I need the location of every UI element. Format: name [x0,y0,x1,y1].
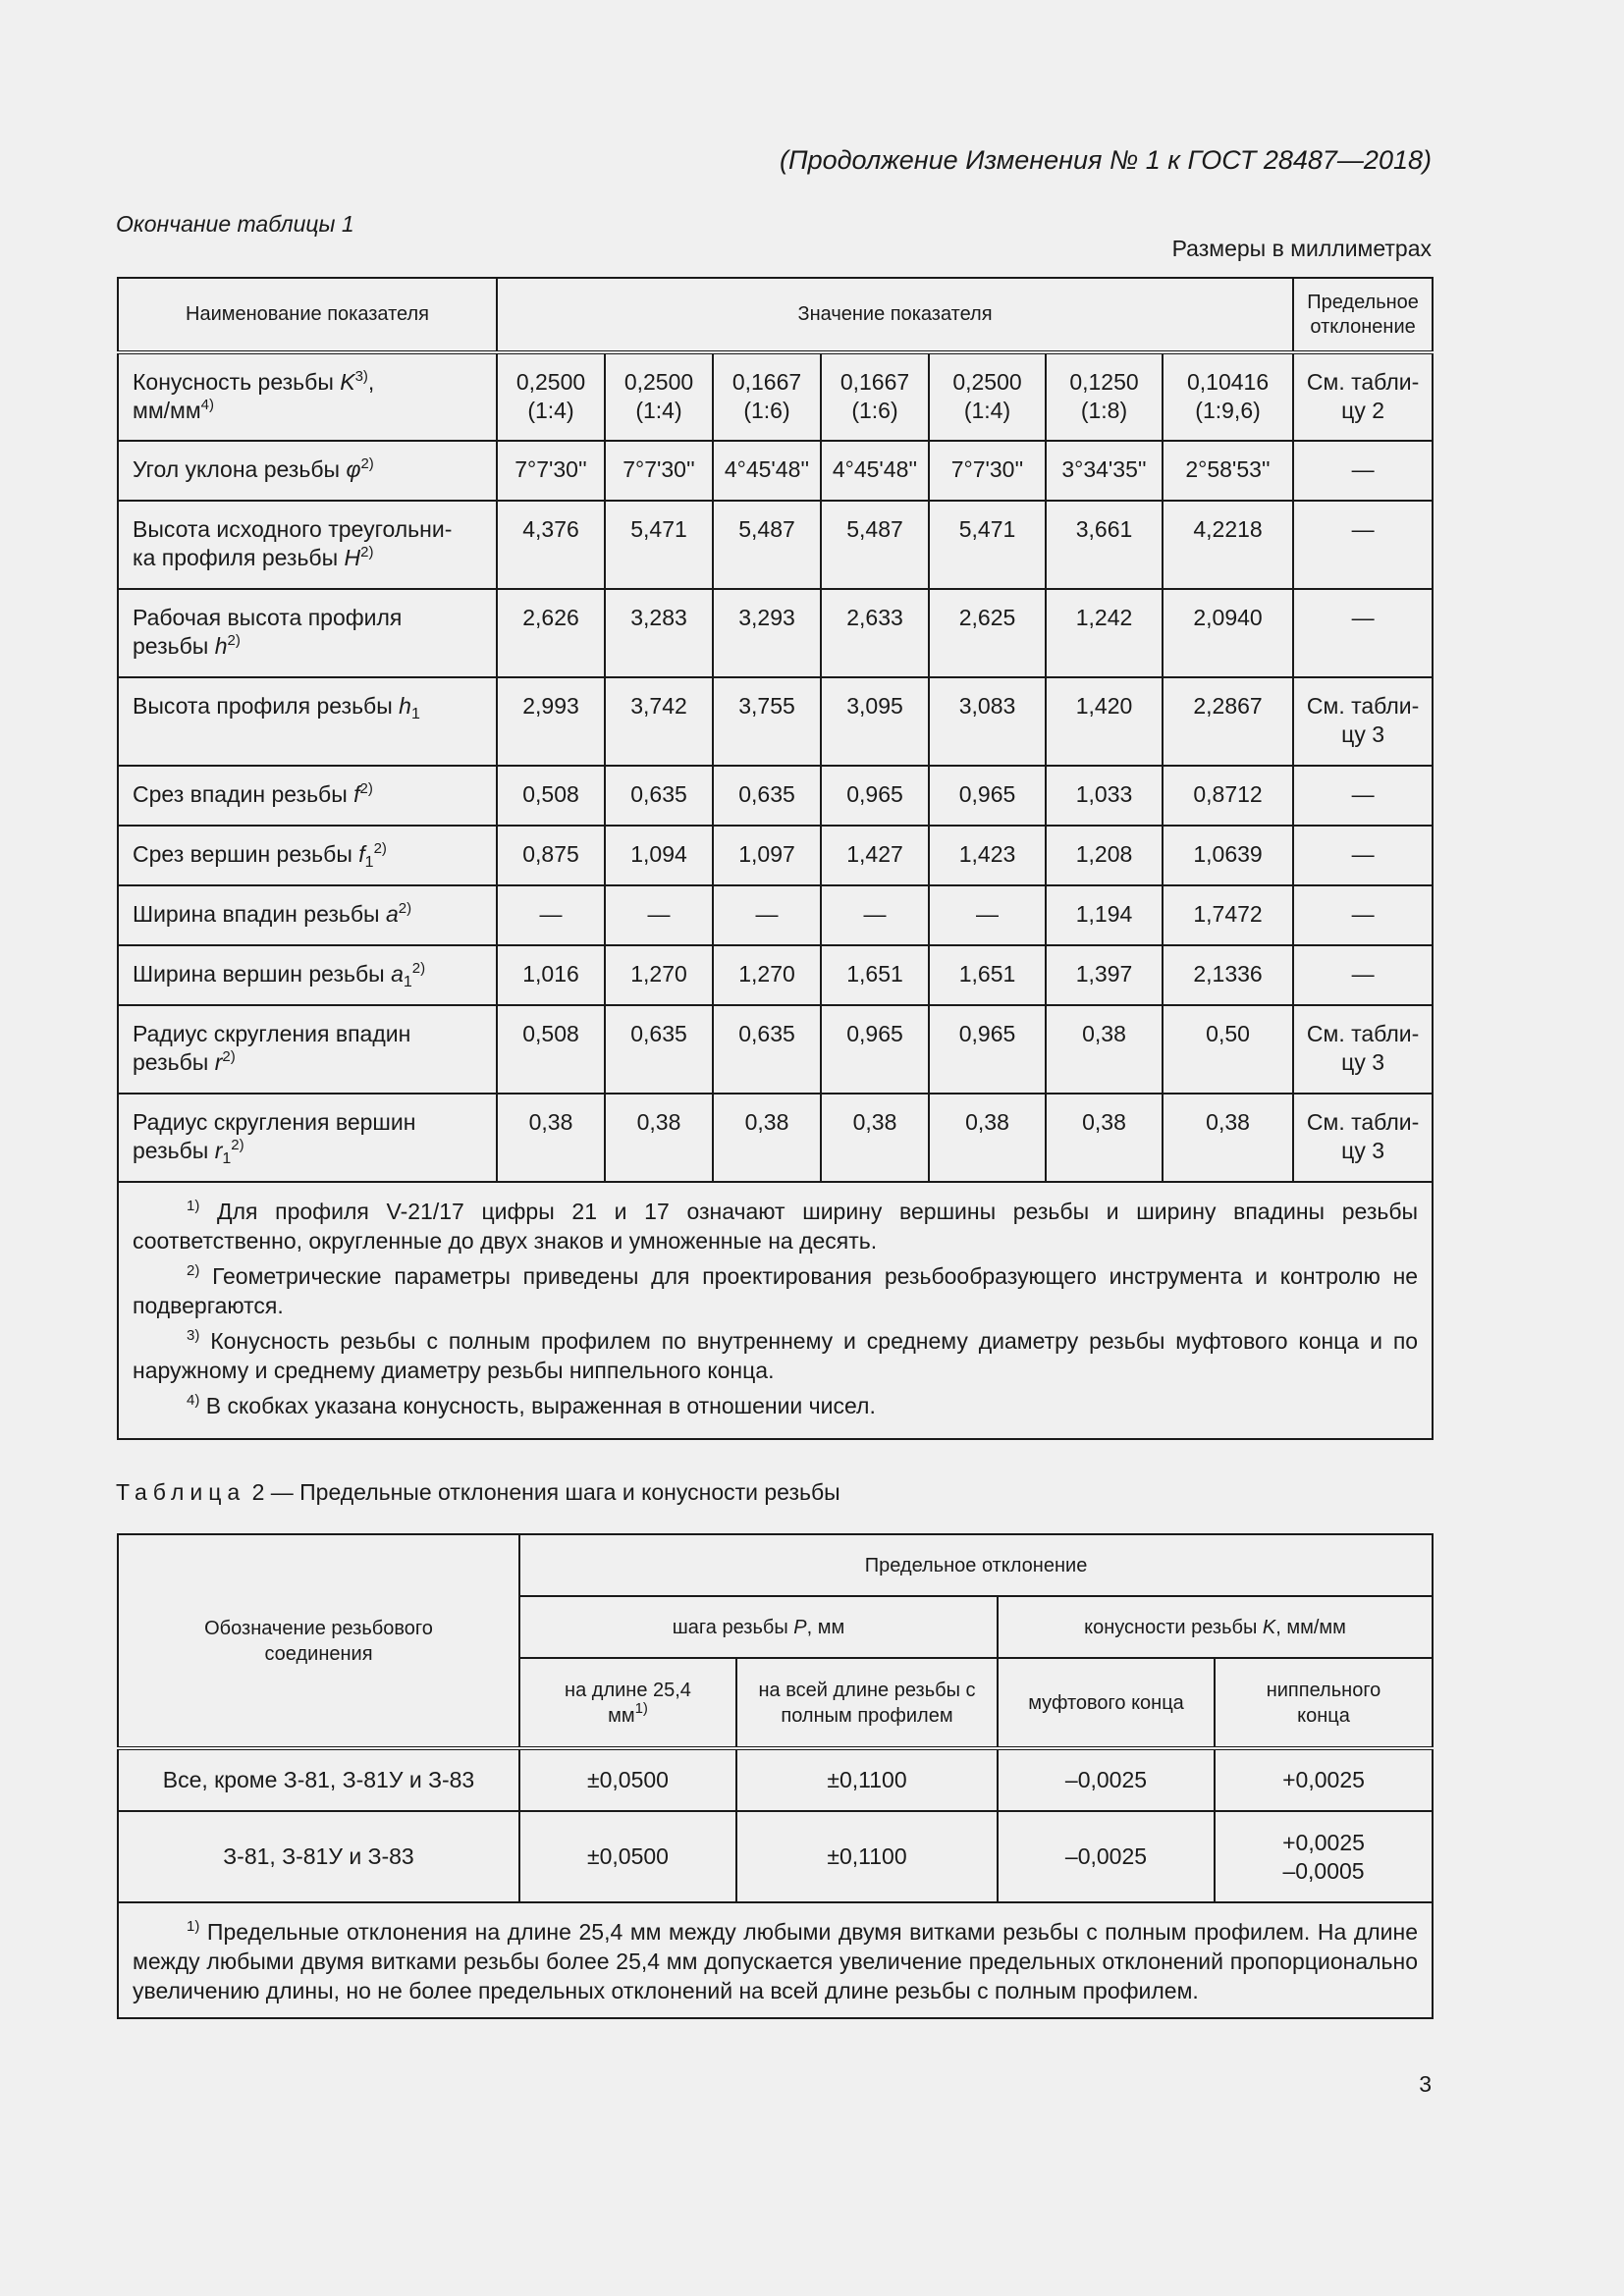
param-name-text: Радиус скругления впадин [133,1021,411,1046]
param-name-line2: резьбы [133,633,215,659]
header-pitch-text: шага резьбы [672,1616,794,1638]
param-name-text: Рабочая высота профиля [133,605,403,630]
value-cell: — [929,885,1046,945]
value-cell: 0,38 [821,1094,929,1182]
value-cell: — [713,885,821,945]
param-name-line2: резьбы [133,1138,215,1163]
value-cell: 1,270 [713,945,821,1005]
value-cell [821,352,929,441]
value-cell: 1,651 [821,945,929,1005]
tolerance-cell: — [1293,945,1433,1005]
value-cell: 2,625 [929,589,1046,677]
value-cell: 3,095 [821,677,929,766]
value-cell: 3,083 [929,677,1046,766]
header-taper [998,1596,1433,1658]
value-cell: 0,50 [1163,1005,1293,1094]
header-coupling-end: муфтового конца [998,1658,1215,1748]
tolerance-cell: См. табли- цу 3 [1293,677,1433,766]
value-ratio: (1:6) [743,398,790,423]
param-variable: K [340,369,355,395]
footnote-mark: 2) [373,840,387,857]
value-cell: 4°45'48'' [713,441,821,501]
param-variable: a [391,961,404,987]
value-cell: 1,242 [1046,589,1163,677]
footnote [133,1326,1418,1385]
running-header: (Продолжение Изменения № 1 к ГОСТ 28487—2018) [780,145,1432,175]
value-cell: 1,094 [605,826,713,885]
value-ratio: (1:9,6) [1195,398,1261,423]
value-cell: 5,471 [929,501,1046,589]
value-cell: 7°7'30'' [605,441,713,501]
param-variable: r [214,1138,223,1163]
footnote-mark: 2) [359,780,373,797]
tolerance-cell: — [1293,501,1433,589]
table-row [118,826,1433,885]
t2-row2-designation: З-81, З-81У и З-83 [118,1811,519,1902]
param-variable: H [344,545,361,570]
param-subscript: 1 [222,1150,232,1167]
value-cell: 3,742 [605,677,713,766]
value-cell: 1,270 [605,945,713,1005]
tolerance-cell: — [1293,766,1433,826]
value-cell: 0,635 [713,766,821,826]
footnote-mark: 2) [222,1048,236,1065]
value-cell: 3,283 [605,589,713,677]
header-taper-var: K [1262,1616,1276,1638]
value-cell: 0,508 [497,766,605,826]
header-designation: Обозначение резьбового соединения [118,1534,519,1748]
value-cell: 5,487 [713,501,821,589]
table2-note [118,1902,1433,2018]
param-name-text: Конусность резьбы [133,369,341,395]
value-cell: 1,651 [929,945,1046,1005]
value-ratio: (1:4) [527,398,574,423]
param-name-line2: ка профиля резьбы [133,545,345,570]
value-ratio: (1:4) [635,398,682,423]
value-cell: 0,875 [497,826,605,885]
t2-row1-coupling: –0,0025 [998,1748,1215,1811]
param-name-text: Радиус скругления вершин [133,1109,416,1135]
value-cell: 3,293 [713,589,821,677]
param-subscript: 1 [410,706,420,722]
header-len-25-sup: 1) [634,1699,648,1717]
table2-caption-text: 2 — Предельные отклонения шага и конусности резьбы [251,1479,840,1505]
value-cell: 1,423 [929,826,1046,885]
param-name-text: Ширина впадин резьбы [133,901,386,927]
footnote-mark: 2) [187,1262,200,1279]
param-name [118,1005,497,1094]
table-row [118,885,1433,945]
value-cell: 1,427 [821,826,929,885]
value-cell: 2°58'53'' [1163,441,1293,501]
table-row [118,589,1433,677]
table1-caption: Окончание таблицы 1 [116,211,354,237]
header-len-25-text: на длине 25,4 мм [565,1679,691,1727]
table1-notes [118,1182,1433,1439]
value-cell: 3,755 [713,677,821,766]
t2-row2-coupling: –0,0025 [998,1811,1215,1902]
table1 [117,277,1434,1440]
table2-caption-label: Таблица [116,1479,246,1505]
param-name-text: Высота профиля резьбы [133,693,400,719]
value-cell: 2,633 [821,589,929,677]
table-row [118,945,1433,1005]
footnote-mark: 2) [411,960,426,977]
value-cell: 1,033 [1046,766,1163,826]
param-name [118,501,497,589]
param-subscript: 1 [364,854,374,871]
value-cell: 2,2867 [1163,677,1293,766]
value-ratio: (1:6) [851,398,898,423]
value-cell: 7°7'30'' [929,441,1046,501]
header-pitch-var: P [793,1616,807,1638]
param-name [118,885,497,945]
value-cell: 5,471 [605,501,713,589]
footnote-mark: 2) [231,1137,244,1153]
tolerance-cell: — [1293,589,1433,677]
header-limit-deviation: Предельное отклонение [519,1534,1433,1596]
value-cell: 0,635 [605,766,713,826]
footnote-mark: 3) [354,368,368,385]
value-cell: 0,635 [605,1005,713,1094]
footnote-text: Геометрические параметры приведены для проектирования резьбообразующего инструмента и контролю не подвергаются. [133,1263,1419,1318]
table-row [118,1094,1433,1182]
value-cell: 1,097 [713,826,821,885]
tolerance-cell: См. табли- цу 2 [1293,352,1433,441]
value-cell: 2,993 [497,677,605,766]
value-cell [713,352,821,441]
value-cell: 2,0940 [1163,589,1293,677]
param-variable: f [358,841,365,867]
param-name-line2: мм/мм [133,398,201,423]
param-name-text: Срез вершин резьбы [133,841,359,867]
value-cell: 4,376 [497,501,605,589]
value-cell [929,352,1046,441]
value-cell: 0,38 [1046,1094,1163,1182]
footnote-text: Для профиля V-21/17 цифры 21 и 17 означают ширину вершины резьбы и ширину впадины резьбы соответственно, округленные до двух знаков и умноженные на десять. [133,1199,1419,1254]
table-row [118,352,1433,441]
value-cell: 2,1336 [1163,945,1293,1005]
table2 [117,1533,1434,2019]
value-cell: 0,38 [929,1094,1046,1182]
value-cell: 0,8712 [1163,766,1293,826]
t2-row1-full: ±0,1100 [736,1748,998,1811]
param-name [118,441,497,501]
value-cell: 1,420 [1046,677,1163,766]
value-number: 0,2500 [515,369,586,395]
value-cell: 5,487 [821,501,929,589]
value-cell [497,352,605,441]
value-number: 0,2500 [952,369,1022,395]
value-cell: 0,965 [821,1005,929,1094]
header-len-25 [519,1658,736,1748]
table-row [118,1005,1433,1094]
footnote-text: Конусность резьбы с полным профилем по внутреннему и среднему диаметру резьбы муфтового конца и по наружному и среднему диаметру резьбы ниппельного конца. [133,1328,1419,1383]
value-cell: 1,0639 [1163,826,1293,885]
tolerance-cell: — [1293,826,1433,885]
footnote-mark: 4) [200,397,214,413]
t2-row1-designation: Все, кроме З-81, З-81У и З-83 [118,1748,519,1811]
value-cell: 0,38 [497,1094,605,1182]
value-cell [1163,352,1293,441]
table-row [118,501,1433,589]
tolerance-cell: См. табли- цу 3 [1293,1094,1433,1182]
value-cell: 3,661 [1046,501,1163,589]
footnote-mark: 3) [187,1327,200,1344]
table-row [118,677,1433,766]
table2-caption [116,1479,840,1506]
t2-row2-len25: ±0,0500 [519,1811,736,1902]
value-cell: — [497,885,605,945]
table-row [118,766,1433,826]
footnote [133,1391,1418,1420]
param-name [118,1094,497,1182]
value-cell: 0,965 [929,1005,1046,1094]
value-cell [1046,352,1163,441]
value-cell: 0,38 [713,1094,821,1182]
param-name-text: Ширина вершин резьбы [133,961,392,987]
footnote-mark: 4) [187,1392,200,1409]
param-variable: a [385,901,399,927]
t2-note-text: Предельные отклонения на длине 25,4 мм между любыми двумя витками резьбы с полным профилем. На длине между любыми двумя витками резьбы более 25,4 мм допускается увеличение предельных отклонений пропорционально увеличению длины, но не более предельных отклонений на всей длине резьбы с полным профилем. [133,1919,1419,2003]
param-name-tail: , [367,369,375,395]
value-cell: 2,626 [497,589,605,677]
value-cell: 0,38 [1046,1005,1163,1094]
param-variable: r [214,1049,223,1075]
header-pitch [519,1596,998,1658]
value-cell: 1,208 [1046,826,1163,885]
value-number: 0,1667 [731,369,802,395]
header-pitch-unit: , мм [806,1616,845,1638]
tolerance-cell: См. табли- цу 3 [1293,1005,1433,1094]
t2-row1-pin: +0,0025 [1215,1748,1433,1811]
table-row [118,441,1433,501]
param-variable: h [214,633,228,659]
value-number: 0,2500 [623,369,694,395]
value-cell: 1,397 [1046,945,1163,1005]
t2-note-mark: 1) [187,1918,200,1935]
value-cell: 1,016 [497,945,605,1005]
param-name-text: Угол уклона резьбы [133,456,347,482]
value-number: 0,10416 [1186,369,1270,395]
header-value: Значение показателя [497,278,1293,352]
value-cell: 3°34'35'' [1046,441,1163,501]
footnote-mark: 2) [360,544,374,561]
value-cell: 0,38 [1163,1094,1293,1182]
footnote-mark: 2) [398,900,412,917]
footnote-mark: 2) [360,455,374,472]
units-note: Размеры в миллиметрах [1171,236,1432,261]
param-name [118,766,497,826]
value-number: 0,1250 [1069,369,1139,395]
param-variable: φ [346,456,361,482]
value-cell: 0,635 [713,1005,821,1094]
value-cell: 4°45'48'' [821,441,929,501]
value-cell: 4,2218 [1163,501,1293,589]
param-variable: h [399,693,411,719]
value-cell: 1,7472 [1163,885,1293,945]
header-tolerance: Предельное отклонение [1293,278,1433,352]
t2-row2-pin: +0,0025 –0,0005 [1215,1811,1433,1902]
header-name: Наименование показателя [118,278,497,352]
param-name [118,677,497,766]
value-ratio: (1:4) [963,398,1011,423]
page-number: 3 [1419,2071,1432,2097]
table1-body [118,352,1433,1182]
param-variable: f [353,781,360,807]
header-taper-unit: , мм/мм [1275,1616,1346,1638]
value-cell [605,352,713,441]
footnote [133,1261,1418,1320]
value-cell: 0,38 [605,1094,713,1182]
value-number: 0,1667 [839,369,910,395]
tolerance-cell: — [1293,885,1433,945]
param-subscript: 1 [403,974,412,990]
param-name [118,589,497,677]
t2-row1-len25: ±0,0500 [519,1748,736,1811]
param-name [118,352,497,441]
param-name [118,826,497,885]
footnote-mark: 1) [187,1198,200,1214]
value-cell: 0,965 [929,766,1046,826]
value-cell: 0,965 [821,766,929,826]
header-pin-end: ниппельного конца [1215,1658,1433,1748]
tolerance-cell: — [1293,441,1433,501]
param-name [118,945,497,1005]
header-full-len: на всей длине резьбы с полным профилем [736,1658,998,1748]
footnote-mark: 2) [227,632,241,649]
param-name-line2: резьбы [133,1049,215,1075]
t2-row2-full: ±0,1100 [736,1811,998,1902]
param-name-text: Высота исходного треугольни- [133,516,453,542]
footnote [133,1197,1418,1255]
value-ratio: (1:8) [1080,398,1128,423]
header-taper-text: конусности резьбы [1084,1616,1263,1638]
param-name-text: Срез впадин резьбы [133,781,354,807]
value-cell: — [605,885,713,945]
value-cell: 7°7'30'' [497,441,605,501]
value-cell: — [821,885,929,945]
value-cell: 1,194 [1046,885,1163,945]
value-cell: 0,508 [497,1005,605,1094]
footnote-text: В скобках указана конусность, выраженная в отношении чисел. [199,1393,876,1418]
